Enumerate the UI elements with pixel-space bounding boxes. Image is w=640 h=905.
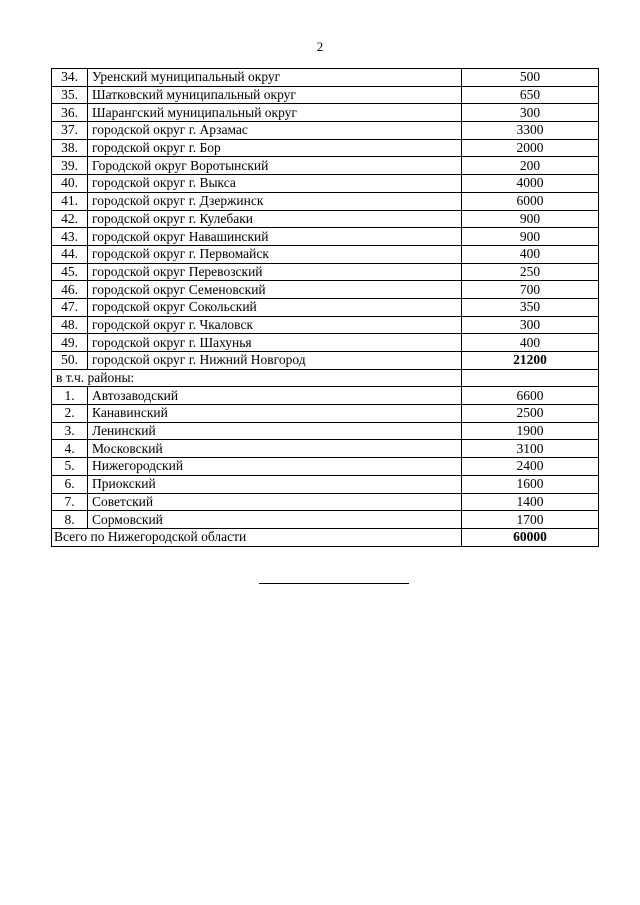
row-name: Шатковский муниципальный округ: [88, 86, 462, 104]
row-name: городской округ Сокольский: [88, 298, 462, 316]
districts-header-row: [52, 369, 599, 387]
district-row: [52, 440, 599, 458]
district-number: 1.: [52, 387, 88, 405]
table-row: [52, 245, 599, 263]
district-row: [52, 422, 599, 440]
district-name: Сормовский: [88, 511, 462, 529]
district-name: Приокский: [88, 475, 462, 493]
districts-label: в т.ч. районы:: [52, 369, 462, 387]
row-name: городской округ г. Первомайск: [88, 245, 462, 263]
district-row: [52, 405, 599, 423]
district-name: Московский: [88, 440, 462, 458]
district-value: 6600: [462, 387, 599, 405]
row-value: 200: [462, 157, 599, 175]
districts-empty-cell: [462, 369, 599, 387]
row-number: 48.: [52, 316, 88, 334]
row-name: городской округ г. Арзамас: [88, 122, 462, 140]
total-label: Всего по Нижегородской области: [52, 528, 462, 546]
row-number: 50.: [52, 352, 88, 370]
table-row: [52, 210, 599, 228]
district-name: Советский: [88, 493, 462, 511]
row-number: 34.: [52, 69, 88, 87]
district-name: Канавинский: [88, 405, 462, 423]
row-name: городской округ г. Нижний Новгород: [88, 352, 462, 370]
row-number: 47.: [52, 298, 88, 316]
row-name: городской округ г. Шахунья: [88, 334, 462, 352]
district-number: 3.: [52, 422, 88, 440]
page-number: 2: [316, 39, 324, 54]
row-value: 300: [462, 104, 599, 122]
row-name: городской округ Семеновский: [88, 281, 462, 299]
table-row: [52, 192, 599, 210]
table-row: [52, 281, 599, 299]
district-row: [52, 493, 599, 511]
table-row: [52, 175, 599, 193]
row-value: 900: [462, 210, 599, 228]
row-name: Городской округ Воротынский: [88, 157, 462, 175]
row-number: 49.: [52, 334, 88, 352]
district-value: 2500: [462, 405, 599, 423]
district-value: 2400: [462, 458, 599, 476]
district-number: 6.: [52, 475, 88, 493]
row-value: 500: [462, 69, 599, 87]
row-value: 4000: [462, 175, 599, 193]
row-value: 650: [462, 86, 599, 104]
row-number: 42.: [52, 210, 88, 228]
district-value: 1600: [462, 475, 599, 493]
district-value: 1400: [462, 493, 599, 511]
row-value: 21200: [462, 352, 599, 370]
row-number: 45.: [52, 263, 88, 281]
table-row: [52, 157, 599, 175]
total-row: [52, 528, 599, 546]
row-number: 44.: [52, 245, 88, 263]
row-number: 43.: [52, 228, 88, 246]
row-value: 400: [462, 245, 599, 263]
table-row: [52, 334, 599, 352]
district-value: 1900: [462, 422, 599, 440]
row-value: 6000: [462, 192, 599, 210]
district-name: Ленинский: [88, 422, 462, 440]
district-number: 8.: [52, 511, 88, 529]
row-number: 37.: [52, 122, 88, 140]
district-row: [52, 475, 599, 493]
end-separator-line: [259, 583, 409, 584]
row-name: городской округ г. Бор: [88, 139, 462, 157]
row-number: 41.: [52, 192, 88, 210]
row-name: городской округ г. Выкса: [88, 175, 462, 193]
row-number: 46.: [52, 281, 88, 299]
district-value: 3100: [462, 440, 599, 458]
row-name: городской округ г. Чкаловск: [88, 316, 462, 334]
district-value: 1700: [462, 511, 599, 529]
total-value: 60000: [462, 528, 599, 546]
district-row: [52, 387, 599, 405]
table-row: [52, 352, 599, 370]
row-value: 900: [462, 228, 599, 246]
row-value: 3300: [462, 122, 599, 140]
table-row: [52, 122, 599, 140]
table-row: [52, 263, 599, 281]
row-value: 400: [462, 334, 599, 352]
row-name: Шарангский муниципальный округ: [88, 104, 462, 122]
district-name: Нижегородский: [88, 458, 462, 476]
table-row: [52, 139, 599, 157]
row-value: 250: [462, 263, 599, 281]
table-row: [52, 316, 599, 334]
row-name: городской округ г. Дзержинск: [88, 192, 462, 210]
allocation-table: [51, 68, 599, 547]
row-number: 36.: [52, 104, 88, 122]
row-number: 40.: [52, 175, 88, 193]
row-name: городской округ г. Кулебаки: [88, 210, 462, 228]
row-value: 2000: [462, 139, 599, 157]
district-number: 2.: [52, 405, 88, 423]
table-row: [52, 86, 599, 104]
row-name: городской округ Навашинский: [88, 228, 462, 246]
district-number: 5.: [52, 458, 88, 476]
district-number: 4.: [52, 440, 88, 458]
row-value: 300: [462, 316, 599, 334]
table-row: [52, 104, 599, 122]
row-name: городской округ Перевозский: [88, 263, 462, 281]
row-number: 35.: [52, 86, 88, 104]
table-row: [52, 228, 599, 246]
row-number: 38.: [52, 139, 88, 157]
district-name: Автозаводский: [88, 387, 462, 405]
table-body: [52, 69, 599, 547]
table-row: [52, 298, 599, 316]
row-number: 39.: [52, 157, 88, 175]
table-row: [52, 69, 599, 87]
district-row: [52, 511, 599, 529]
row-value: 700: [462, 281, 599, 299]
row-name: Уренский муниципальный округ: [88, 69, 462, 87]
row-value: 350: [462, 298, 599, 316]
district-row: [52, 458, 599, 476]
district-number: 7.: [52, 493, 88, 511]
